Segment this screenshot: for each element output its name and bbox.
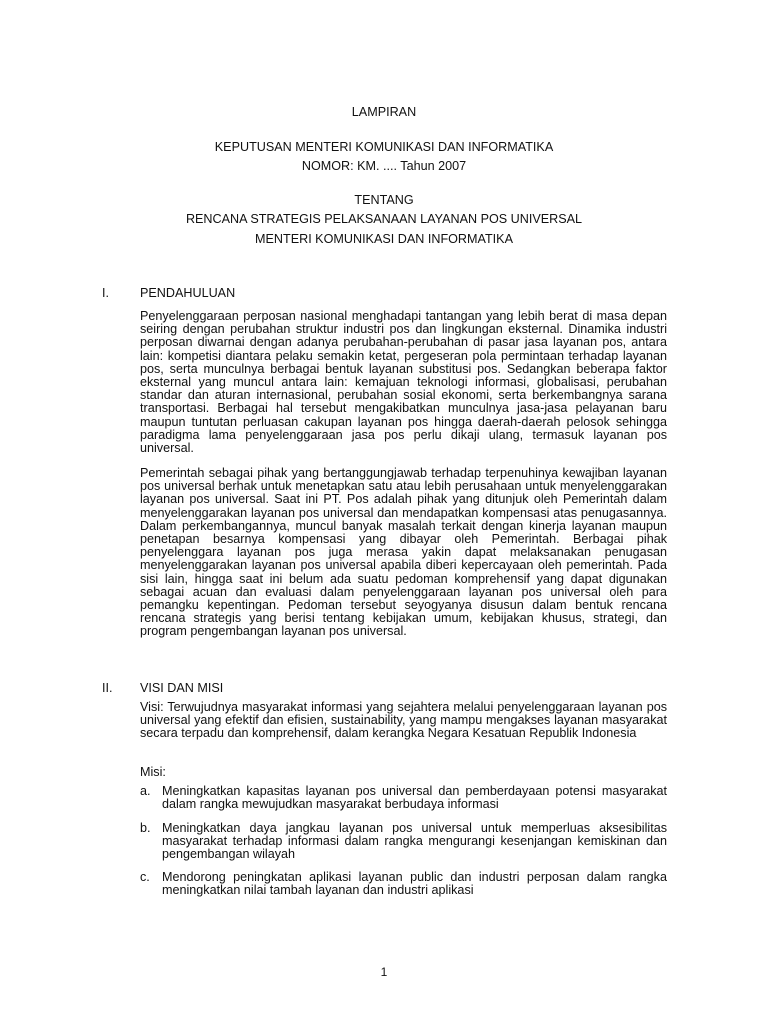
section-1-paragraph-1: Penyelenggaraan perposan nasional menghadapi tantangan yang lebih berat di masa depan seiring dengan perubahan struktur industri pos dan lingkungan eksternal. Dinamika industri perposan diwarnai dengan adanya perubahan-perubahan di pasar jasa layanan pos, antara lain: kompetisi diantara pelaku semakin ketat, pergeseran pola permintaan terhadap layanan pos, serta munculnya berbagai bentuk layanan substitusi pos. Sedangkan beberapa faktor eksternal yang muncul antara lain: kemajuan teknologi informasi, globalisasi, perubahan standar dan aturan internasional, perubahan sosial ekonomi, serta berkembangnya sarana transportasi. Berbagai hal tersebut mengakibatkan munculnya jasa-jasa pelayanan baru maupun tuntutan perluasan cakupan layanan pos hingga daerah-daerah pelosok sehingga paradigma lama penyelenggaraan jasa pos perlu dikaji ulang, termasuk layanan pos universal. xyxy=(140,309,667,456)
list-marker: a. xyxy=(140,784,151,798)
keputusan-title: KEPUTUSAN MENTERI KOMUNIKASI DAN INFORMATIKA xyxy=(214,140,554,154)
list-item-text: Meningkatkan kapasitas layanan pos universal dan pemberdayaan potensi masyarakat dalam rangka mewujudkan masyarakat berbudaya informasi xyxy=(162,784,667,812)
page-number: 1 xyxy=(380,965,388,979)
misi-label: Misi: xyxy=(140,765,166,779)
list-marker: b. xyxy=(140,821,151,835)
header-tentang xyxy=(0,194,768,246)
header-keputusan xyxy=(0,141,768,174)
nomor-line: NOMOR: KM. .... Tahun 2007 xyxy=(301,159,467,174)
section-1-title: PENDAHULUAN xyxy=(140,286,236,300)
lampiran-title: LAMPIRAN xyxy=(351,105,417,119)
section-1-paragraph-2: Pemerintah sebagai pihak yang bertanggungjawab terhadap terpenuhinya kewajiban layanan pos universal berhak untuk menetapkan satu atau lebih perusahaan untuk menyelenggarakan layanan pos universal. Saat ini PT. Pos adalah pihak yang ditunjuk oleh Pemerintah dalam menyelenggarakan layanan pos universal dan mendapatkan kompensasi atas penugasannya. Dalam perkembangannya, muncul banyak masalah terkait dengan kinerja layanan maupun penetapan besarnya kompensasi yang dibayar oleh Pemerintah. Berbagai pihak penyelenggara layanan pos juga merasa yakin dapat melaksanakan penugasan menyelenggarakan layanan pos universal apabila diberi kepercayaan oleh pemerintah. Pada sisi lain, hingga saat ini belum ada suatu pedoman komprehensif yang dapat digunakan sebagai acuan dan evaluasi dalam penyelenggaraan layanan pos universal oleh para pemangku kepentingan. Pedoman tersebut seyogyanya disusun dalam bentuk rencana rencana strategis yang berisi tentang kebijakan umum, kebijakan khusus, strategi, dan program pengembangan layanan pos universal. xyxy=(140,466,667,639)
header-lampiran xyxy=(0,106,768,119)
judul-line: RENCANA STRATEGIS PELAKSANAAN LAYANAN POS UNIVERSAL xyxy=(185,212,583,227)
section-2-title: VISI DAN MISI xyxy=(140,681,224,695)
section-1-number: I. xyxy=(102,286,109,300)
list-item-text: Mendorong peningkatan aplikasi layanan public dan industri perposan dalam rangka meningkatkan nilai tambah layanan dan industri aplikasi xyxy=(162,870,667,898)
section-2-number: II. xyxy=(102,681,113,695)
tentang-line: TENTANG xyxy=(354,193,414,207)
list-item-text: Meningkatkan daya jangkau layanan pos universal untuk memperluas aksesibilitas masyarakat terhadap informasi dalam rangka mengurangi kesenjangan kemiskinan dan pengembangan wilayah xyxy=(162,821,667,862)
list-marker: c. xyxy=(140,870,150,884)
menteri-line: MENTERI KOMUNIKASI DAN INFORMATIKA xyxy=(255,231,513,246)
visi-paragraph: Visi: Terwujudnya masyarakat informasi yang sejahtera melalui penyelenggaraan layanan pos universal yang efektif dan efisien, sustainability, yang mampu mengakses layanan masyarakat secara terpadu dan komprehensif, dalam kerangka Negara Kesatuan Republik Indonesia xyxy=(140,700,667,741)
